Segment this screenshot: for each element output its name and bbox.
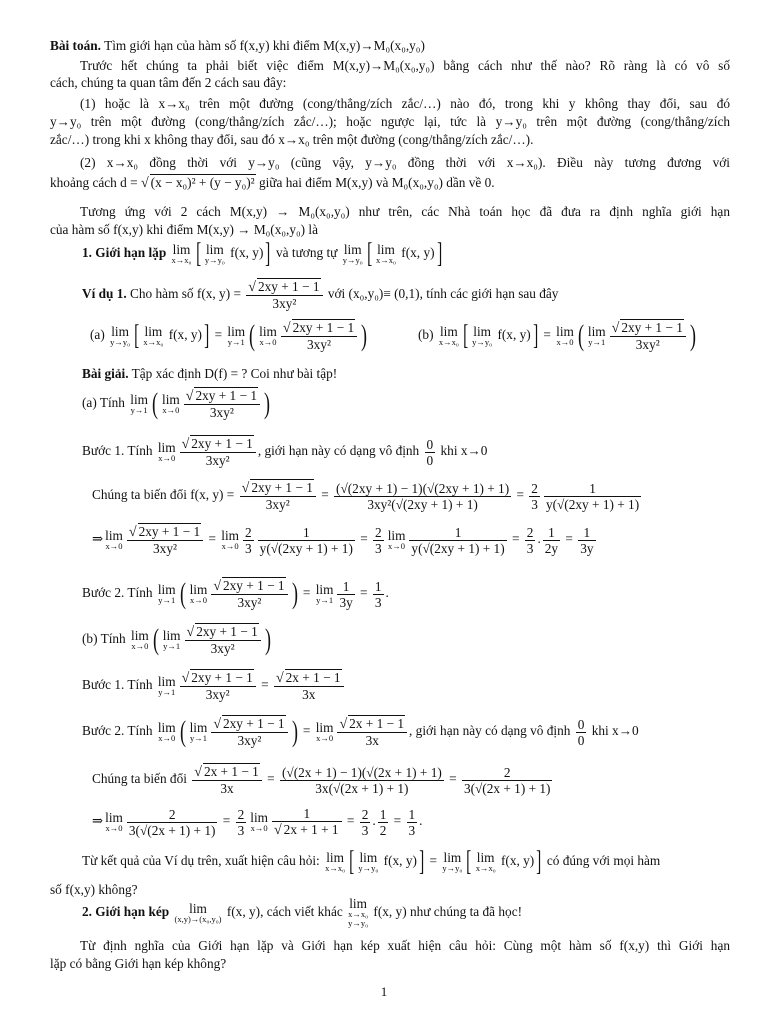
- solution-b-step1: Bước 1. Tính lim y→1 $\frac{√ 2xy + 1 - 1}{\text{3xy²}}$ = $\frac{√ 2x + 1 - 1}{3x}$: [82, 670, 346, 702]
- solution-a-transform: Chúng ta biến đổi f(x, y) = $\frac{√ 2xy + 1 - 1}{\text{3xy²}}$ = $\frac{(√(2xy + 1) - 1)(√(2xy + 1) + 1)}{\text{3xy²(√(2xy + 1) + 1)}}$ = $\frac{2}{3}$ $\frac{1}{y(√(2xy + 1) + 1)}$: [92, 480, 640, 512]
- case1-line3: zắc/…) trong khi x không thay đổi, sau đó x→x₀ trên một đường (cong/thẳng/zích zắc/…).: [50, 132, 534, 147]
- problem-line: [50, 38, 425, 54]
- solution-heading: Bài giải.: [82, 366, 129, 381]
- iterated-limit-definition: 1. Giới hạn lặp lim x→x₀ [ lim y→y₀ f(x, y)] và tương tự lim y→y₀ [ lim x→x₀ f(x, y)]: [82, 238, 442, 269]
- example-part-a: (a) lim y→y₀ [ lim x→x₀ f(x, y)] = lim y→1 ( lim x→0 $\frac{√ 2xy + 1 - 1}{\text{3xy²}}$ ): [90, 319, 368, 352]
- solution-b-transform: Chúng ta biến đổi $\frac{√ 2x + 1 - 1}{3x}$ = $\frac{(√(2x + 1) - 1)(√(2x + 1) + 1)}{3x(√(2x + 1) + 1)}$ = $\frac{2}{3(√(2x + 1) + 1)}$: [92, 764, 551, 796]
- page-number: 1: [380, 984, 388, 999]
- solution-b-result: ⇒ lim x→0 $\frac{2}{3(√(2x + 1) + 1)}$ = $\frac{2}{3}$ lim x→0 $\frac{1}{√ 2x + 1 + 1}$ = $\frac{2}{3}$ . $\frac{1}{2}$ = $\frac{1}{3}$ .: [92, 806, 423, 838]
- case1-line1: (1) hoặc là x→x₀ trên một đường (cong/thẳng/zích zắc/…) nào đó, trong khi y không thay đổi, sau đó: [80, 96, 730, 111]
- problem-heading: Bài toán.: [50, 38, 101, 53]
- case2-line1: (2) x→x₀ đồng thời với y→y₀ (cũng vậy, y→y₀ đồng thời với x→x₀). Điều này tương đương với: [80, 155, 730, 170]
- sec2-heading: 2. Giới hạn kép: [82, 904, 170, 920]
- problem-text: Tìm giới hạn của hàm số f(x,y) khi điểm M(x,y)→M₀(x₀,y₀): [100, 38, 425, 53]
- closing-line1: Từ định nghĩa của Giới hạn lặp và Giới hạn kép xuất hiện câu hỏi: Cùng một hàm số f(x,y) thì Giới hạn: [80, 938, 730, 953]
- double-limit-definition: 2. Giới hạn kép lim (x,y)→(x₀,y₀) f(x, y), cách viết khác lim x→x₀ y→y₀ f(x, y) như chúng ta đã học!: [82, 896, 523, 928]
- solution-a-step1: Bước 1. Tính lim x→0 $\frac{√ 2xy + 1 - 1}{\text{3xy²}}$ , giới hạn này có dạng vô định $\frac{0}{0}$ khi x→0: [82, 436, 488, 468]
- distance-formula: (x − x₀)² + (y − y₀)²: [150, 175, 255, 190]
- solution-a-step2: Bước 2. Tính lim y→1 ( lim x→0 $\frac{√ 2xy + 1 - 1}{\text{3xy²}}$ ) = lim y→1 $\frac{1}{3y}$ = $\frac{1}{3}$ .: [82, 577, 389, 610]
- and-similar: và tương tự: [276, 245, 338, 261]
- distance-tail: giữa hai điểm M(x,y) và M₀(x₀,y₀) dần về 0.: [255, 175, 495, 190]
- intro-p2-line2: của hàm số f(x,y) khi điểm M(x,y) → M₀(x₀,y₀) là: [50, 222, 318, 237]
- example-part-b: (b) lim x→x₀ [ lim y→y₀ f(x, y)] = lim x→0 ( lim y→1 $\frac{√ 2xy + 1 - 1}{\text{3xy²}}$ ): [418, 319, 696, 352]
- case1-line2: y→y₀ trên một đường (cong/thẳng/zích zắc/…); hoặc ngược lại, tức là y→y₀ trên một đường (cong/thẳng/zích: [50, 114, 730, 129]
- example-heading: Ví dụ 1.: [82, 286, 127, 302]
- sec1-heading: 1. Giới hạn lặp: [82, 245, 167, 261]
- intro-p1-line2: cách, chúng ta quan tâm đến 2 cách sau đây:: [50, 75, 287, 90]
- intro-p2-line1: Tương ứng với 2 cách M(x,y) → M₀(x₀,y₀) như trên, các Nhà toán học đã đưa ra định nghĩa giới hạn: [80, 204, 730, 219]
- example-statement: Ví dụ 1. Cho hàm số f(x, y) = $\frac{√ 2xy + 1 - 1}{\text{3xy²}}$ với (x₀,y₀)≡ (0,1), tính các giới hạn sau đây: [82, 279, 559, 311]
- solution-b-step2: Bước 2. Tính lim x→0 ( lim y→1 $\frac{√ 2xy + 1 - 1}{\text{3xy²}}$ ) = lim x→0 $\frac{√ 2x + 1 - 1}{3x}$ , giới hạn này có dạng vô định $\frac{0}{0}$ khi x→0: [82, 715, 639, 748]
- question-line2: số f(x,y) không?: [50, 882, 138, 897]
- solution-line: Bài giải. Tập xác định D(f) = ? Coi như bài tập!: [82, 366, 338, 381]
- case2-line2: khoảng cách d = √ (x − x₀)² + (y − y₀)² giữa hai điểm M(x,y) và M₀(x₀,y₀) dần về 0.: [50, 175, 495, 191]
- question-line1: Từ kết quả của Ví dụ trên, xuất hiện câu hỏi: lim x→x₀ [ lim y→y₀ f(x, y)] = lim y→y₀ [ lim x→x₀ f(x, y)] có đúng với mọi hàm: [82, 846, 661, 877]
- closing-line2: lặp có bằng Giới hạn kép không?: [50, 956, 227, 971]
- distance-label: khoảng cách d =: [50, 175, 141, 190]
- solution-a-result: ⇒ lim x→0 $\frac{√ 2xy + 1 - 1}{\text{3xy²}}$ = lim x→0 $\frac{2}{3}$ $\frac{1}{y(√(2xy + 1) + 1)}$ = $\frac{2}{3}$ lim x→0 $\frac{1}{y(√(2xy + 1) + 1)}$ = $\frac{2}{3}$ . $\frac{1}{2y}$ = $\frac{1}{3y}$: [92, 524, 594, 556]
- solution-b-title: (b) Tính lim x→0 ( lim y→1 $\frac{√ 2xy + 1 - 1}{\text{3xy²}}$ ): [82, 623, 271, 656]
- intro-p1-line1: Trước hết chúng ta phải biết việc điểm M(x,y)→M₀(x₀,y₀) bằng cách như thế nào? Rõ ràng là có vô số: [80, 58, 730, 73]
- solution-a-title: (a) Tính lim y→1 ( lim x→0 $\frac{√ 2xy + 1 - 1}{\text{3xy²}}$ ): [82, 387, 270, 420]
